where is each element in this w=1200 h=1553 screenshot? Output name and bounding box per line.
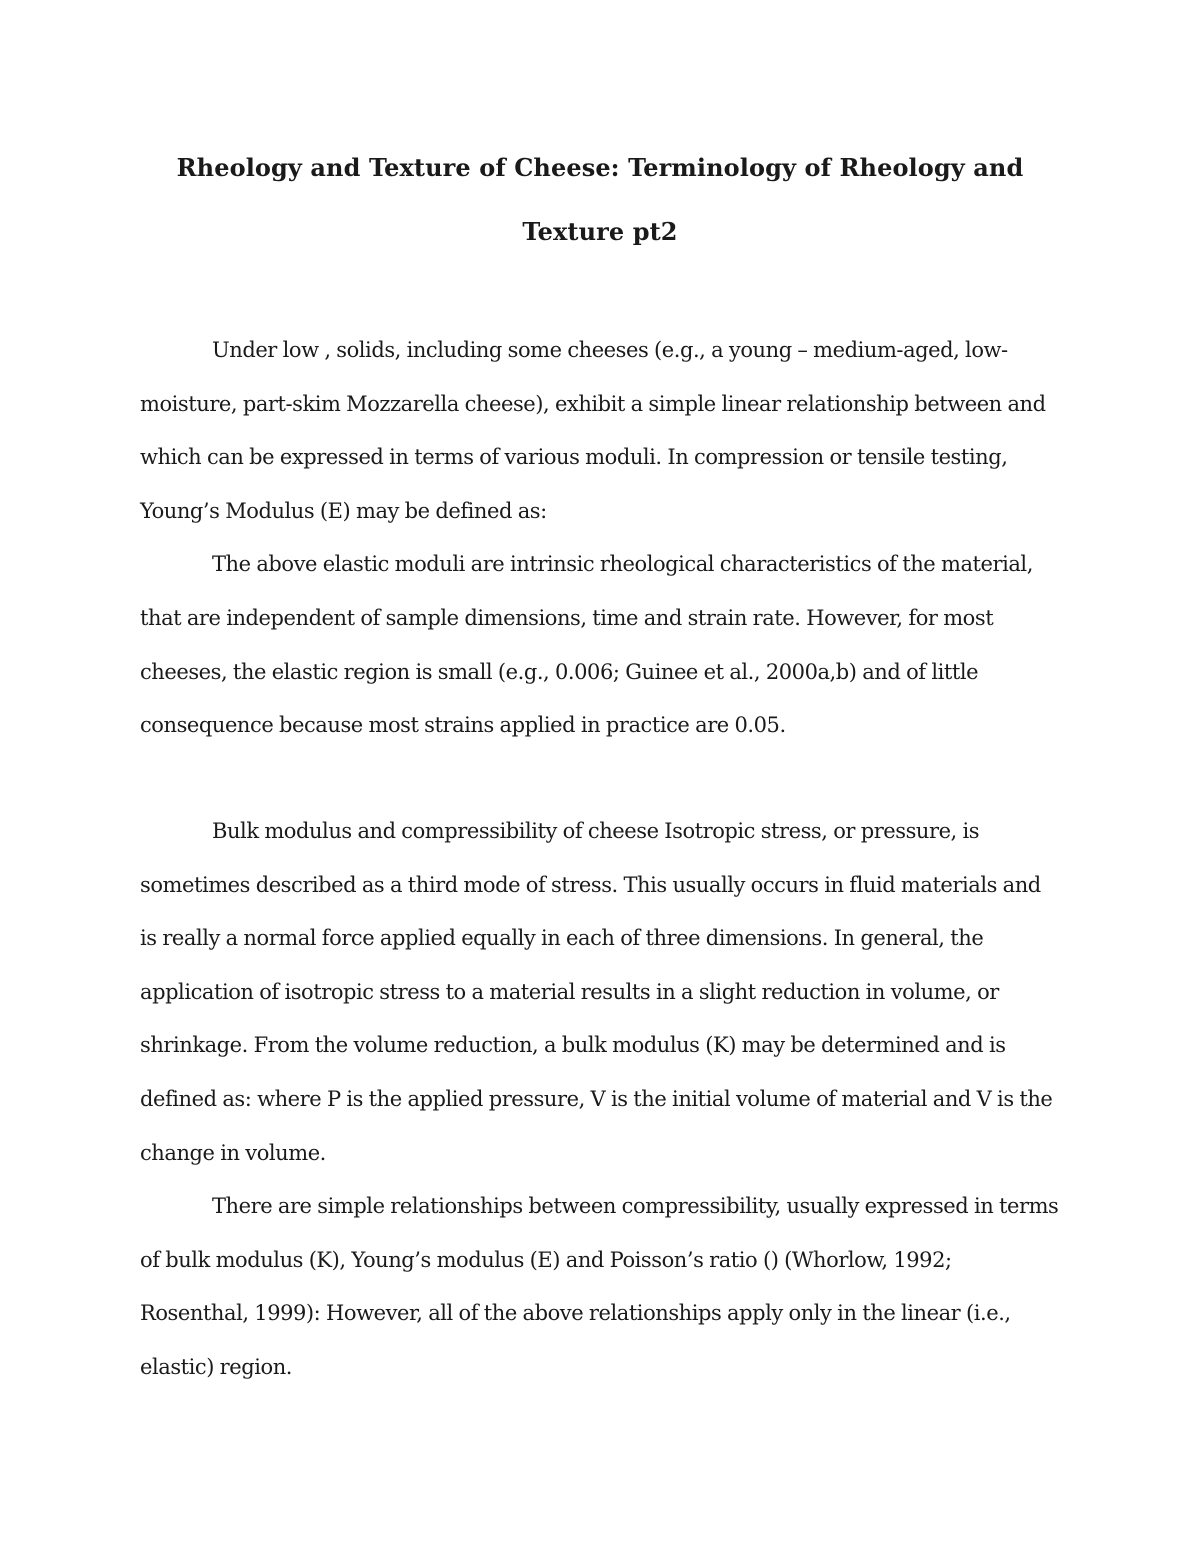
- paragraph-elastic-region: The above elastic moduli are intrinsic rheological characteristics of the material, that are independent of sample dimensions, time and strain rate. However, for most cheeses, the elastic region is small (e.g., 0.006; Guinee et al., 2000a,b) and of little consequence because most strains applied in practice are 0.05.: [140, 552, 1033, 738]
- document-title: Rheology and Texture of Cheese: Terminology of Rheology and Texture pt2: [176, 153, 1024, 246]
- section-bulk-modulus: [140, 805, 1060, 1395]
- section-elastic-moduli: [140, 324, 1060, 753]
- paragraph-relationships: There are simple relationships between compressibility, usually expressed in terms of bulk modulus (K), Young’s modulus (E) and Poisson’s ratio () (Whorlow, 1992; Rosenthal, 1999): However, all of the above relationships apply only in the linear (i.e., elastic) region.: [140, 1194, 1059, 1379]
- paragraph-youngs-modulus: Under low , solids, including some cheeses (e.g., a young – medium-aged, low-moisture, part-skim Mozzarella cheese), exhibit a simple linear relationship between and which can be expressed in terms of various moduli. In compression or tensile testing, Young’s Modulus (E) may be defined as:: [140, 338, 1046, 523]
- paragraph-bulk-modulus: Bulk modulus and compressibility of cheese Isotropic stress, or pressure, is sometimes described as a third mode of stress. This usually occurs in fluid materials and is really a normal force applied equally in each of three dimensions. In general, the application of isotropic stress to a material results in a slight reduction in volume, or shrinkage. From the volume reduction, a bulk modulus (K) may be determined and is defined as: where P is the applied pressure, V is the initial volume of material and V is the change in volume.: [140, 819, 1053, 1165]
